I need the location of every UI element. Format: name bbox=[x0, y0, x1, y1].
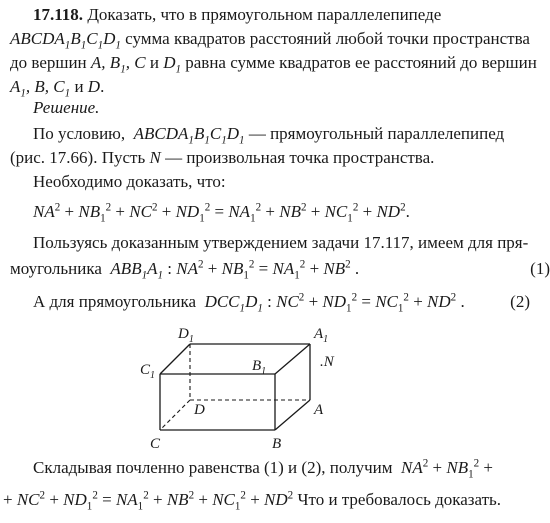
solution-p5: А для прямоугольника bbox=[33, 292, 197, 311]
label-c: C bbox=[150, 436, 161, 452]
solution-line-3 bbox=[33, 172, 550, 192]
solution-p2-suffix: — произвольная точка пространства. bbox=[165, 148, 435, 167]
solution-line-6: Складывая почленно равенства (1) и (2), получим $NA^2 + NB_1^2$ + bbox=[33, 457, 493, 481]
parallelepiped-name-2: $ABCDA_1B_1C_1D_1$ bbox=[129, 124, 245, 147]
problem-line-3: до вершин A, $B_1$, C и $D_1$ равна сумме квадратов ее расстояний до вершин bbox=[10, 53, 537, 76]
vertex-d: D bbox=[87, 77, 101, 96]
solution-p1-suffix: — прямоугольный параллелепипед bbox=[248, 124, 505, 143]
solution-line-1 bbox=[33, 124, 550, 147]
equation-1-line: моугольника $ABB_1A_1$ : $NA^2 + NB_1^2 = NA_1^2 + NB^2$ . (1) bbox=[10, 258, 550, 282]
solution-p4-b: моугольника bbox=[10, 259, 102, 278]
vertex-d1: $D_1$ bbox=[163, 53, 181, 76]
label-c1: $C_1$ bbox=[140, 362, 156, 381]
solution-p6: Складывая почленно равенства (1) и (2), получим bbox=[33, 458, 393, 477]
label-d1: $D_1$ bbox=[178, 326, 194, 345]
main-equation: $NA^2 + NB_1^2 + NC^2 + ND_1^2 = NA_1^2 + NB^2 + NC_1^2 + ND^2$. bbox=[33, 201, 410, 225]
hidden-edge-d-c bbox=[160, 400, 190, 430]
solution-p7-suffix: Что и требовалось доказать. bbox=[297, 490, 502, 509]
label-a1: $A_1$ bbox=[314, 326, 329, 345]
equation-1-number: (1) bbox=[530, 259, 550, 278]
solution-line-4 bbox=[33, 233, 550, 253]
label-d: D bbox=[194, 402, 205, 418]
solution-label-text: Решение. bbox=[33, 98, 100, 117]
label-b1: $B_1$ bbox=[252, 358, 267, 377]
label-a: A bbox=[314, 402, 324, 418]
label-n: .N bbox=[320, 354, 334, 370]
equation-2-line: А для прямоугольника $DCC_1D_1$ : $NC^2 + ND_1^2 = NC_1^2 + ND^2$ . (2) bbox=[33, 291, 530, 315]
problem-statement-3a: до вершин bbox=[10, 53, 87, 72]
equation-2-number: (2) bbox=[510, 292, 530, 311]
problem-line-4: $A_1$, B, $C_1$ и D. bbox=[10, 77, 105, 100]
solution-p3: Необходимо доказать, что: bbox=[33, 172, 226, 191]
problem-statement-3b: равна сумме квадратов ее расстояний до вершин bbox=[185, 53, 537, 72]
vertex-list-1: A, $B_1$, C bbox=[90, 53, 146, 76]
edge-b1-a1 bbox=[275, 344, 310, 374]
solution-line-7: + $NC^2 + ND_1^2 = NA_1^2 + NB^2 + NC_1^2 + ND^2$ Что и требовалось доказать. bbox=[3, 489, 502, 513]
problem-line-2 bbox=[10, 29, 550, 52]
problem-statement-1: Доказать, что в прямоугольном параллелепипеде bbox=[87, 5, 442, 24]
problem-statement-2: сумма квадратов расстояний любой точки пространства bbox=[125, 29, 530, 48]
vertex-list-2: $A_1$, B, $C_1$ bbox=[10, 77, 71, 100]
parallelepiped-name: $ABCDA_1B_1C_1D_1$ bbox=[10, 29, 121, 52]
point-n: N bbox=[149, 148, 161, 167]
solution-label bbox=[33, 98, 550, 118]
problem-line-1 bbox=[33, 5, 550, 25]
parallelepiped-figure bbox=[130, 322, 360, 452]
label-b: B bbox=[272, 436, 282, 452]
solution-p4-a: Пользуясь доказанным утверждением задачи 17.117, имеем для пря- bbox=[33, 233, 529, 252]
solution-p1-prefix: По условию, bbox=[33, 124, 126, 143]
solution-p2-prefix: (рис. 17.66). Пусть bbox=[10, 148, 146, 167]
solution-line-2 bbox=[10, 148, 550, 168]
problem-number: 17.118. bbox=[33, 5, 84, 24]
edge-a-b bbox=[275, 400, 310, 430]
edge-c1-d1 bbox=[160, 344, 190, 374]
